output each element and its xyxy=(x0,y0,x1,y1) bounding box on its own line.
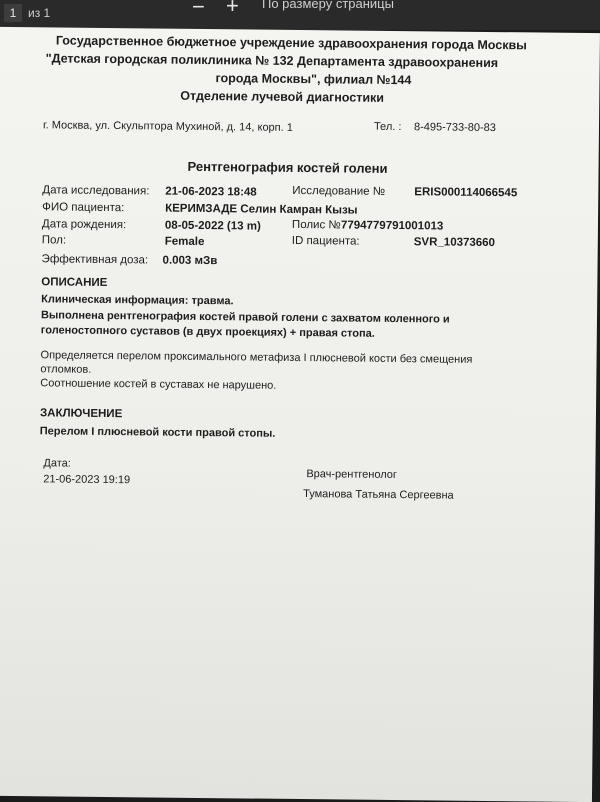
conclusion-text: Перелом I плюсневой кости правой стопы. xyxy=(39,425,276,440)
phone-label: Тел. : xyxy=(373,120,402,134)
patient-name-label: ФИО пациента: xyxy=(42,201,125,215)
doctor-name: Туманова Татьяна Сергеевна xyxy=(303,488,454,502)
patient-id-label: ID пациента: xyxy=(291,234,360,248)
address: г. Москва, ул. Скульптора Мухиной, д. 14, корп. 1 xyxy=(42,119,293,134)
sex-label: Пол: xyxy=(41,234,67,247)
zoom-mode-select[interactable]: По размеру страницы xyxy=(262,0,394,11)
phone-number: 8-495-733-80-83 xyxy=(413,121,496,135)
birth-date: 08-05-2022 (13 m) xyxy=(164,219,261,233)
dose-label: Эффективная доза: xyxy=(41,253,149,267)
policy-label: Полис № xyxy=(291,218,341,232)
dose-value: 0.003 мЗв xyxy=(162,254,218,268)
page-number-input[interactable]: 1 xyxy=(4,4,22,22)
study-date: 21-06-2023 18:48 xyxy=(165,185,257,199)
document-title: Рентгенография костей голени xyxy=(187,158,388,176)
header-line-2: "Детская городская поликлиника № 132 Департамента здравоохранения xyxy=(45,51,499,71)
document-page xyxy=(0,27,600,802)
description-heading: ОПИСАНИЕ xyxy=(41,276,108,289)
viewer-toolbar xyxy=(0,0,600,30)
patient-id: SVR_10373660 xyxy=(413,236,496,250)
study-number-label: Исследование № xyxy=(292,184,386,198)
sign-date: 21-06-2023 19:19 xyxy=(43,473,131,487)
sex-value: Female xyxy=(164,235,205,249)
department-name: Отделение лучевой диагностики xyxy=(180,88,385,105)
finding-line-1: Определяется перелом проксимального метафиза I плюсневой кости без смещения xyxy=(40,349,473,366)
header-line-3: города Москвы", филиал №144 xyxy=(215,71,412,88)
conclusion-heading: ЗАКЛЮЧЕНИЕ xyxy=(39,407,123,421)
clinical-info: Клиническая информация: травма. xyxy=(41,293,234,308)
page-total-label: из 1 xyxy=(28,6,51,20)
header-line-1: Государственное бюджетное учреждение здравоохранения города Москвы xyxy=(55,33,527,53)
study-date-label: Дата исследования: xyxy=(42,184,150,198)
sign-date-label: Дата: xyxy=(43,457,71,470)
finding-line-2: отломков. xyxy=(40,363,92,376)
birth-date-label: Дата рождения: xyxy=(41,218,127,232)
finding-line-3: Соотношение костей в суставах не нарушено. xyxy=(40,377,277,392)
patient-name: КЕРИМЗАДЕ Селин Камран Кызы xyxy=(165,202,358,217)
zoom-in-button[interactable]: + xyxy=(226,0,239,18)
policy-number: 7794779791001013 xyxy=(340,219,444,233)
study-number: ERIS000114066545 xyxy=(414,186,518,200)
procedure-line-2: голеностопного суставов (в двух проекциях) + правая стопа. xyxy=(40,324,375,340)
procedure-line-1: Выполнена рентгенография костей правой голени с захватом коленного и xyxy=(40,309,450,326)
zoom-out-button[interactable]: − xyxy=(192,0,205,19)
doctor-role: Врач-рентгенолог xyxy=(306,468,398,482)
